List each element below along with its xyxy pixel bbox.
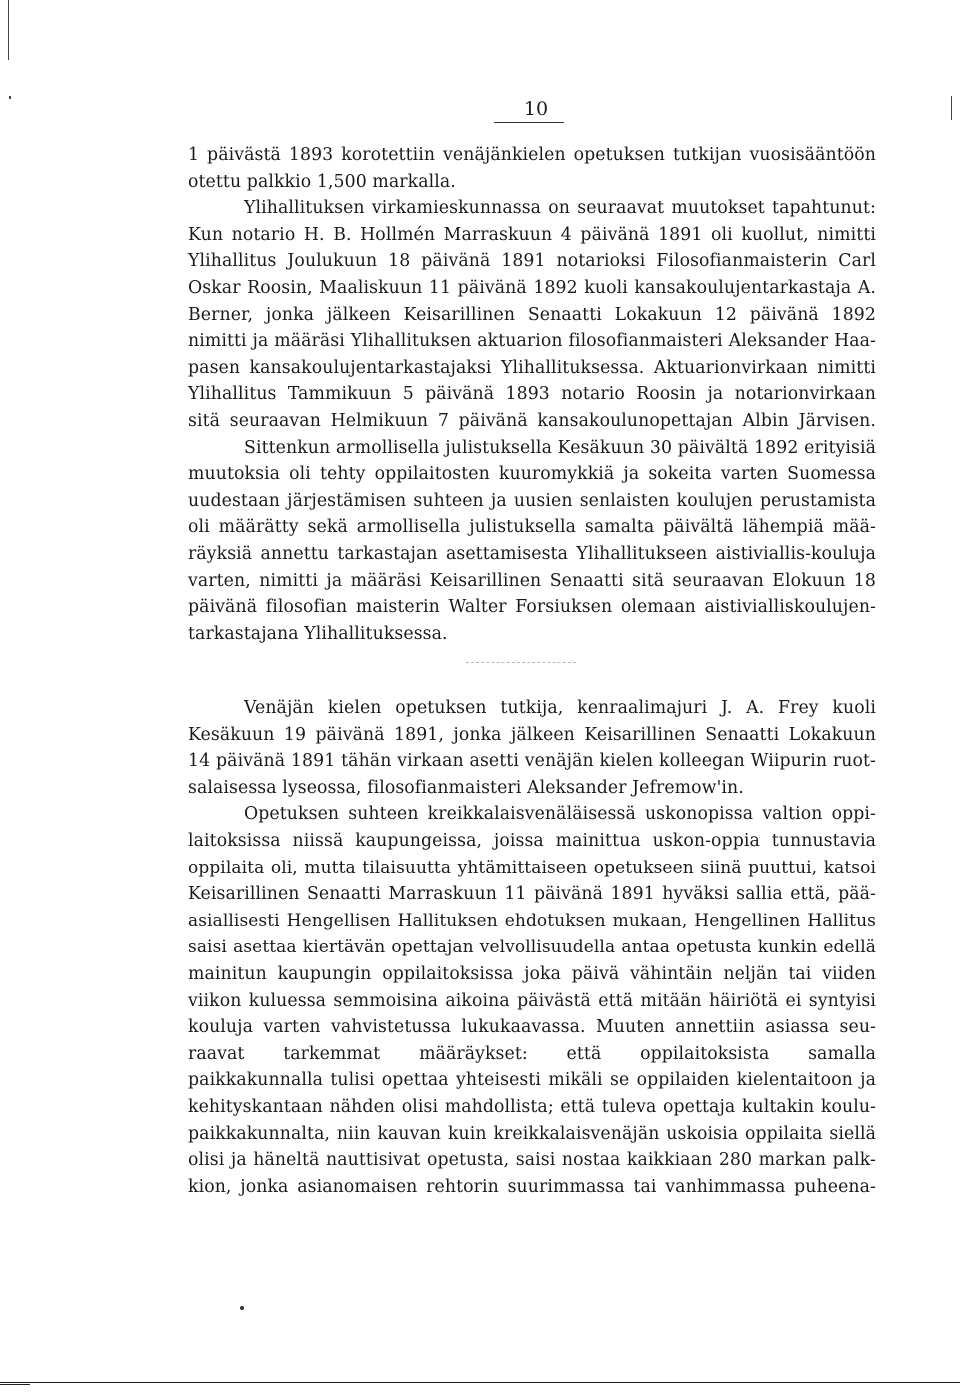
text-line: pasen kansakoulujentarkastajaksi Ylihallituksessa. Aktuarionvirkaan nimitti xyxy=(188,357,876,378)
text-line: kehityskantaan nähden olisi mahdollista; että tuleva opettaja kultakin koulu- xyxy=(188,1096,876,1117)
text-line: kion, jonka asianomaisen rehtorin suurimmassa tai vanhimmassa puheena- xyxy=(188,1176,876,1197)
text-line: laitoksissa niissä kaupungeissa, joissa mainittua uskon-oppia tunnustavia xyxy=(188,830,876,851)
text-line: paikkakunnalta, niin kauvan kuin kreikkalaisvenäjän uskoisia oppilaita siellä xyxy=(188,1123,876,1144)
section-divider xyxy=(466,662,576,663)
page-number: 10 xyxy=(523,98,549,120)
text-line: uudestaan järjestämisen suhteen ja uusien senlaisten koulujen perustamista xyxy=(188,490,876,511)
text-line: varten, nimitti ja määräsi Keisarillinen Senaatti sitä seuraavan Elokuun 18 xyxy=(188,570,876,591)
text-line: muutoksia oli tehty oppilaitosten kuuromykkiä ja sokeita varten Suomessa xyxy=(188,464,876,485)
text-line: mainitun kaupungin oppilaitoksissa joka päivä vähintäin neljän tai viiden xyxy=(188,963,876,984)
scan-bottom-edge xyxy=(0,1382,960,1383)
text-line: asiallisesti Hengellisen Hallituksen ehdotuksen mukaan, Hengellinen Hallitus xyxy=(188,910,876,931)
scan-edge-corner xyxy=(0,1372,30,1385)
text-line: kouluja varten vahvistetussa lukukaavassa. Muuten annettiin asiassa seu- xyxy=(188,1017,876,1038)
scan-mark-top-left xyxy=(8,0,9,60)
text-line: oppilaita oli, mutta tilaisuutta yhtämittaiseen opetukseen siinä puuttui, katsoi xyxy=(188,857,876,878)
text-line: Sittenkun armollisella julistuksella Kesäkuun 30 päivältä 1892 erityisiä xyxy=(244,437,876,458)
text-line: salaisessa lyseossa, filosofianmaisteri Aleksander Jefremow'in. xyxy=(188,777,744,798)
text-line: sitä seuraavan Helmikuun 7 päivänä kansakoulunopettajan Albin Järvisen. xyxy=(188,410,876,431)
text-line: Kun notario H. B. Hollmén Marraskuun 4 päivänä 1891 oli kuollut, nimitti xyxy=(188,224,876,245)
text-line: nimitti ja määräsi Ylihallituksen aktuarion filosofianmaisteri Aleksander Haa- xyxy=(188,331,876,352)
text-line: otettu palkkio 1,500 markalla. xyxy=(188,171,456,192)
text-line: oli määrätty sekä armollisella julistuksella samalta päivältä lähempiä mää- xyxy=(188,517,876,538)
text-line: Oskar Roosin, Maaliskuun 11 päivänä 1892 kuoli kansakoulujentarkastaja A. xyxy=(188,277,876,298)
text-line: saisi asettaa kiertävän opettajan velvollisuudella antaa opetusta kunkin edellä xyxy=(188,937,876,958)
text-line: Venäjän kielen opetuksen tutkija, kenraalimajuri J. A. Frey kuoli xyxy=(244,698,876,718)
text-line: Ylihallitus Joulukuun 18 päivänä 1891 notarioksi Filosofianmaisterin Carl xyxy=(188,251,876,272)
page-number-underline xyxy=(494,122,564,123)
text-line: Ylihallitus Tammikuun 5 päivänä 1893 notario Roosin ja notarionvirkaan xyxy=(188,384,876,405)
text-line: olisi ja häneltä nauttisivat opetusta, saisi nostaa kaikkiaan 280 markan palk- xyxy=(188,1150,876,1171)
text-line: 1 päivästä 1893 korotettiin venäjänkielen opetuksen tutkijan vuosisääntöön xyxy=(188,145,876,165)
text-line: Opetuksen suhteen kreikkalaisvenäläisessä uskonopissa valtion oppi- xyxy=(244,804,876,825)
text-line: viikon kuluessa semmoisina aikoina päivästä että mitään häiriötä ei syntyisi xyxy=(188,990,876,1011)
scan-mark-right xyxy=(951,96,952,120)
text-line: tarkastajana Ylihallituksessa. xyxy=(188,623,448,644)
text-line: raavat tarkemmat määräykset: että oppilaitoksista samalla xyxy=(188,1043,876,1064)
text-line: Kesäkuun 19 päivänä 1891, jonka jälkeen Keisarillinen Senaatti Lokakuun xyxy=(188,724,876,745)
paragraph-block-personnel xyxy=(188,142,876,647)
text-line: Ylihallituksen virkamieskunnassa on seuraavat muutokset tapahtunut: xyxy=(244,198,876,219)
scan-speck xyxy=(240,1306,244,1310)
scan-mark-left xyxy=(9,96,11,99)
text-line: päivänä filosofian maisterin Walter Forsiuksen olemaan aistivialliskoulujen- xyxy=(188,597,876,618)
paragraph-block-russian-teaching xyxy=(188,695,876,1200)
text-line: Keisarillinen Senaatti Marraskuun 11 päivänä 1891 hyväksi sallia että, pää- xyxy=(188,884,876,905)
text-line: Berner, jonka jälkeen Keisarillinen Senaatti Lokakuun 12 päivänä 1892 xyxy=(188,304,876,325)
text-line: 14 päivänä 1891 tähän virkaan asetti venäjän kielen kolleegan Wiipurin ruot- xyxy=(188,751,876,772)
text-line: paikkakunnalla tulisi opettaa yhteisesti mikäli se oppilaiden kielentaitoon ja xyxy=(188,1070,876,1091)
text-line: räyksiä annettu tarkastajan asettamisesta Ylihallitukseen aistiviallis-kouluja xyxy=(188,543,876,564)
